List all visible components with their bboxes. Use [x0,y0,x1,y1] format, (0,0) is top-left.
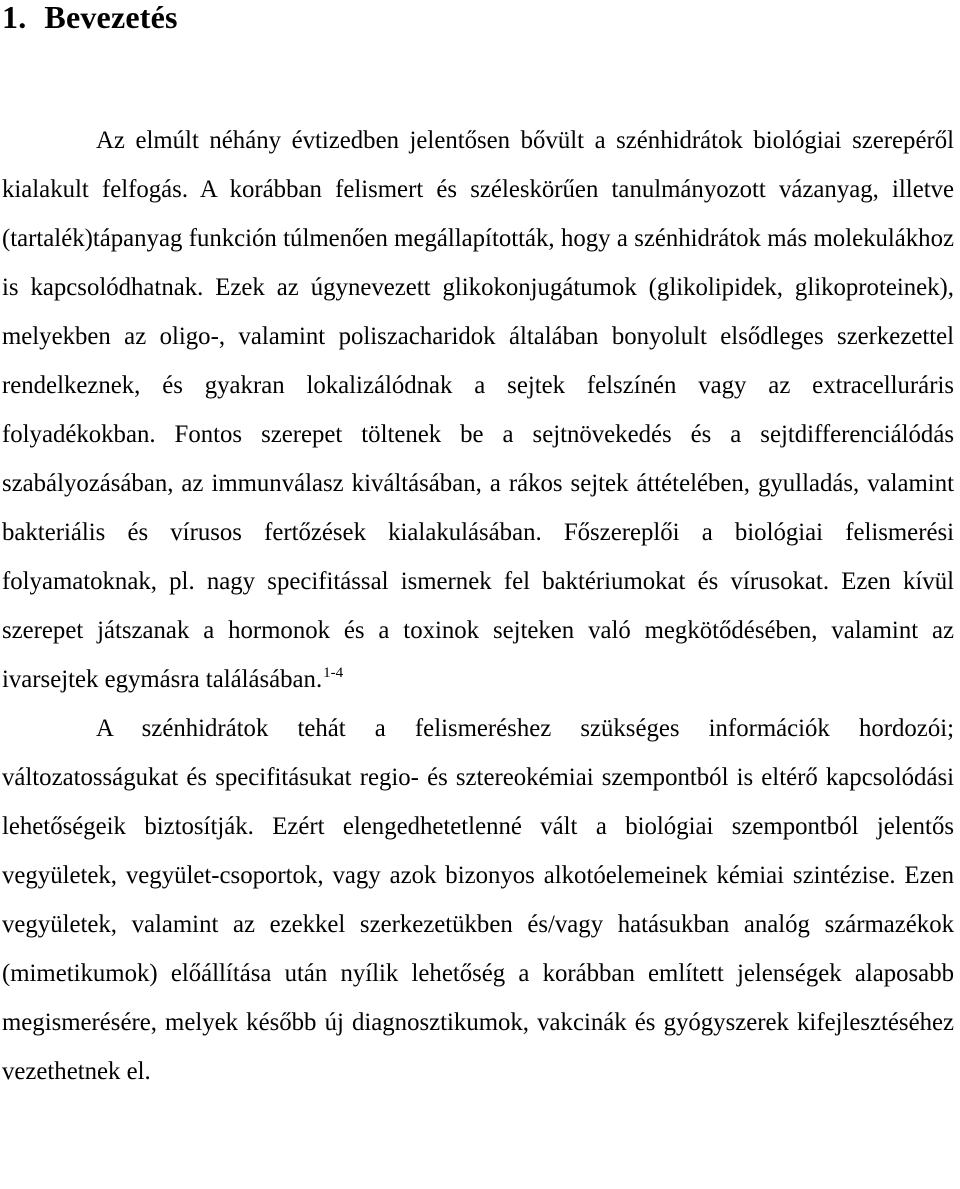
paragraph-1-text: Az elmúlt néhány évtizedben jelentősen bővült a szénhidrátok biológiai szerepéről kialakult felfogás. A korábban felismert és széleskörűen tanulmányozott vázanyag, illetve (tartalék)tápanyag funkción túlmenően megállapították, hogy a szénhidrátok más molekulákhoz is kapcsolódhatnak. Ezek az úgynevezett glikokonjugátumok (glikolipidek, glikoproteinek), melyekben az oligo-, valamint poliszacharidok általában bonyolult elsődleges szerkezettel rendelkeznek, és gyakran lokalizálódnak a sejtek felszínén vagy az extracelluráris folyadékokban. Fontos szerepet töltenek be a sejtnövekedés és a sejtdifferenciálódás szabályozásában, az immunválasz kiváltásában, a rákos sejtek áttételében, gyulladás, valamint bakteriális és vírusos fertőzések kialakulásában. Főszereplői a biológiai felismerési folyamatoknak, pl. nagy specifitással ismernek fel baktériumokat és vírusokat. Ezen kívül szerepet játszanak a hormonok és a toxinok sejteken való megkötődésében, valamint az ivarsejtek egymásra találásában. [2,127,954,693]
citation-reference: 1-4 [323,665,344,681]
section-heading [2,0,954,34]
paragraph-2 [2,704,954,1096]
section-title: Bevezetés [44,0,178,35]
paragraph-1 [2,116,954,704]
paragraph-2-text: A szénhidrátok tehát a felismeréshez szükséges információk hordozói; változatosságukat és specifitásukat regio- és sztereokémiai szempontból is eltérő kapcsolódási lehetőségeik biztosítják. Ezért elengedhetetlenné vált a biológiai szempontból jelentős vegyületek, vegyület-csoportok, vagy azok bizonyos alkotóelemeinek kémiai szintézise. Ezen vegyületek, valamint az ezekkel szerkezetükben és/vagy hatásukban analóg származékok (mimetikumok) előállítása után nyílik lehetőség a korábban említett jelenségek alaposabb megismerésére, melyek később új diagnosztikumok, vakcinák és gyógyszerek kifejlesztéséhez vezethetnek el. [2,715,954,1085]
section-number: 1. [2,0,27,35]
